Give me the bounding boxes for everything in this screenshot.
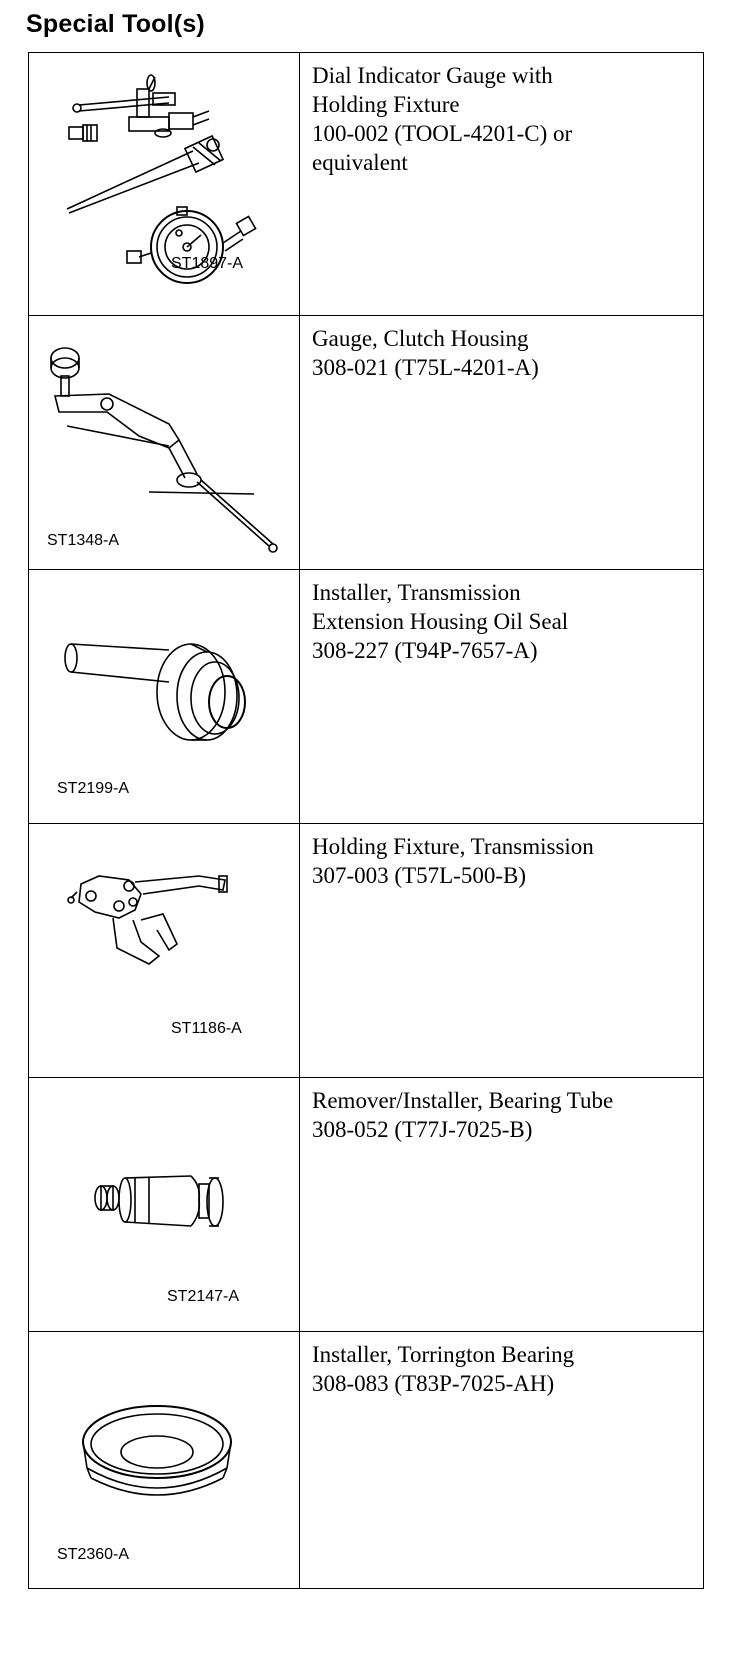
tool-description bbox=[300, 1332, 704, 1589]
table-row bbox=[29, 53, 704, 316]
table-row bbox=[29, 1078, 704, 1332]
page-title: Special Tool(s) bbox=[26, 10, 205, 38]
description-line: Installer, Torrington Bearing bbox=[312, 1342, 575, 1367]
description-line: Extension Housing Oil Seal bbox=[312, 609, 569, 634]
tool-image-cell bbox=[29, 570, 300, 824]
figure-id: ST1186-A bbox=[171, 1020, 242, 1037]
description-line: 308-021 (T75L-4201-A) bbox=[312, 355, 539, 380]
figure-id: ST2199-A bbox=[57, 780, 130, 797]
description-line: Remover/Installer, Bearing Tube bbox=[312, 1088, 614, 1113]
tool-description bbox=[300, 824, 704, 1078]
figure-id: ST2147-A bbox=[167, 1288, 240, 1305]
figure-id: ST2360-A bbox=[57, 1546, 130, 1563]
tool-image-cell bbox=[29, 316, 300, 570]
description-line: Installer, Transmission bbox=[312, 580, 521, 605]
description-line: equivalent bbox=[312, 150, 408, 175]
tool-image-cell bbox=[29, 1332, 300, 1589]
dial-indicator-icon bbox=[29, 53, 299, 315]
table-row bbox=[29, 570, 704, 824]
description-line: Holding Fixture bbox=[312, 92, 460, 117]
description-line: Gauge, Clutch Housing bbox=[312, 326, 529, 351]
table-row bbox=[29, 824, 704, 1078]
table-row bbox=[29, 1332, 704, 1589]
description-line: Holding Fixture, Transmission bbox=[312, 834, 594, 859]
special-tools-table bbox=[28, 52, 704, 1589]
tool-description bbox=[300, 53, 704, 316]
tool-image-cell bbox=[29, 53, 300, 316]
description-line: 307-003 (T57L-500-B) bbox=[312, 863, 526, 888]
description-line: 308-083 (T83P-7025-AH) bbox=[312, 1371, 555, 1396]
tool-image-cell bbox=[29, 824, 300, 1078]
description-line: 100-002 (TOOL-4201-C) or bbox=[312, 121, 573, 146]
tool-description bbox=[300, 1078, 704, 1332]
figure-id: ST1348-A bbox=[47, 532, 120, 549]
bearing-tube-tool-icon bbox=[29, 1078, 299, 1331]
description-line: 308-227 (T94P-7657-A) bbox=[312, 638, 538, 663]
table-row bbox=[29, 316, 704, 570]
tool-description bbox=[300, 570, 704, 824]
description-line: 308-052 (T77J-7025-B) bbox=[312, 1117, 533, 1142]
holding-fixture-icon bbox=[29, 824, 299, 1077]
tool-description bbox=[300, 316, 704, 570]
description-line: Dial Indicator Gauge with bbox=[312, 63, 553, 88]
figure-id: ST1897-A bbox=[171, 255, 244, 272]
tool-image-cell bbox=[29, 1078, 300, 1332]
